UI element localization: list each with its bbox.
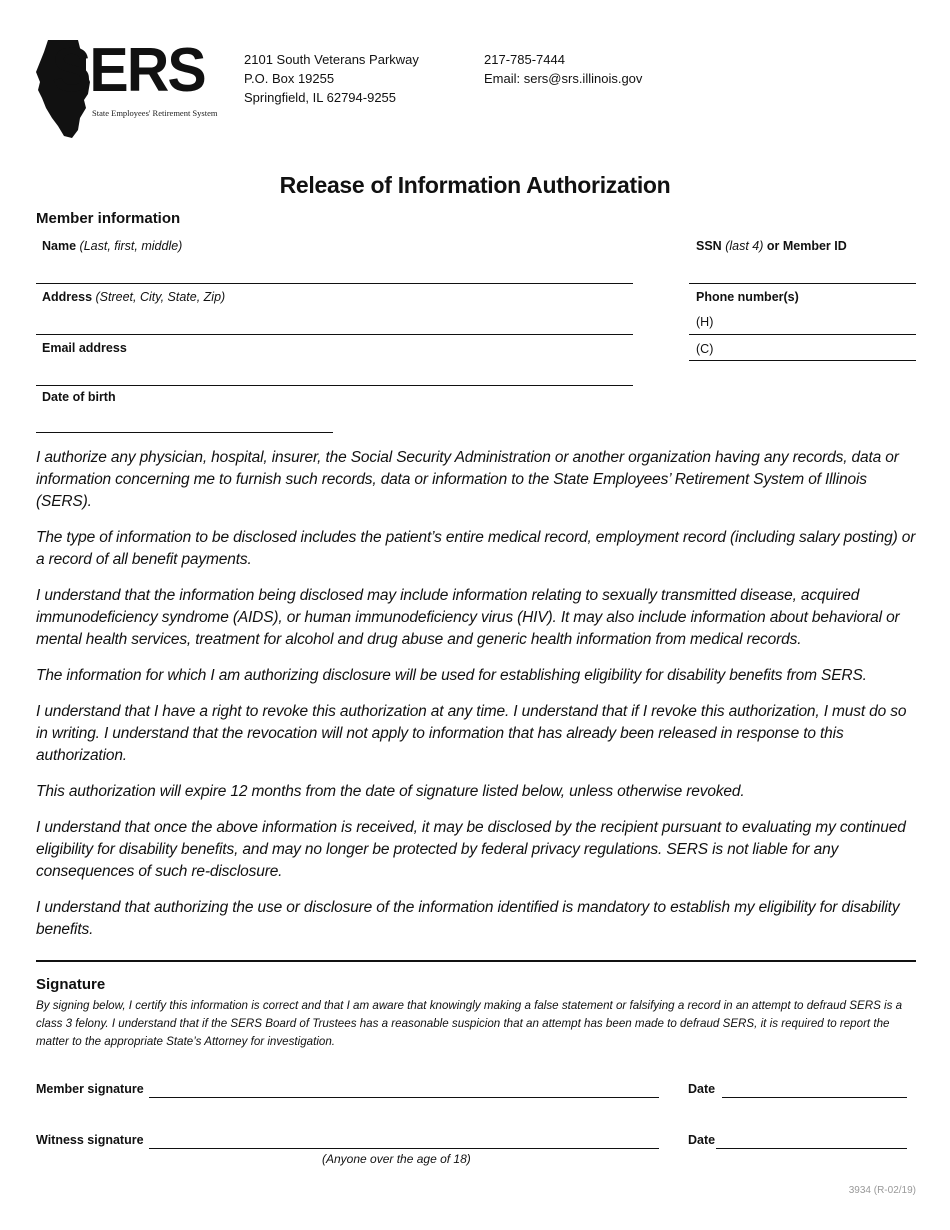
address-label-text: Address — [42, 290, 93, 304]
address-label-hint: (Street, City, State, Zip) — [95, 290, 226, 304]
contact-phone: 217-785-7444 — [484, 52, 565, 67]
member-signature-label: Member signature — [36, 1082, 144, 1096]
member-date-label: Date — [688, 1082, 716, 1096]
contact-email: Email: sers@srs.illinois.gov — [484, 71, 643, 86]
email-label: Email address — [42, 341, 127, 355]
witness-note: (Anyone over the age of 18) — [322, 1152, 471, 1166]
section-divider — [36, 960, 916, 962]
address-label — [42, 290, 225, 304]
paragraph: This authorization will expire 12 months from the date of signature listed below, unless otherwise revoked. — [36, 783, 745, 800]
witness-signature-field[interactable] — [149, 1148, 659, 1149]
paragraph: I understand that the information being disclosed may include information relating to sexually transmitted disease, acquired immunodeficiency syndrome (AIDS), or human immunodeficiency virus (HIV). It may also include information about behavioral or mental health services, treatment for alcohol and drug abuse and generic health information from medical records. — [36, 587, 900, 648]
name-label-hint: (Last, first, middle) — [79, 239, 183, 253]
paragraph: I understand that once the above information is received, it may be disclosed by the recipient pursuant to evaluating my continued eligibility for disability benefits, and may no longer be protected by federal privacy regulations. SERS is not liable for any consequences of such re-disclosure. — [36, 819, 906, 880]
witness-signature-label: Witness signature — [36, 1133, 144, 1147]
name-field[interactable] — [36, 283, 633, 284]
paragraph: The information for which I am authorizing disclosure will be used for establishing eligibility for disability benefits from SERS. — [36, 667, 867, 684]
phone-home-field[interactable] — [689, 334, 916, 335]
witness-date-field[interactable] — [716, 1148, 907, 1149]
page-title: Release of Information Authorization — [279, 172, 671, 198]
ssn-label-text: SSN — [696, 239, 722, 253]
phone-cell-field[interactable] — [689, 360, 916, 361]
dob-label: Date of birth — [42, 390, 116, 404]
ssn-label-hint: (last 4) — [725, 239, 764, 253]
paragraph: I understand that authorizing the use or disclosure of the information identified is mandatory to establish my eligibility for disability benefits. — [36, 899, 900, 938]
certification-text: By signing below, I certify this information is correct and that I am aware that knowingly making a false statement or falsifying a record in an attempt to defraud SERS is a class 3 felony. I understand that if the SERS Board of Trustees has a reasonable suspicion that an attempt has been made to defraud SERS, it is required to report the matter to the appropriate State’s Attorney for investigation. — [36, 999, 903, 1048]
email-field[interactable] — [36, 385, 633, 386]
member-signature-field[interactable] — [149, 1097, 659, 1098]
phone-label: Phone number(s) — [696, 290, 799, 304]
member-date-field[interactable] — [722, 1097, 907, 1098]
ssn-field[interactable] — [689, 283, 916, 284]
logo-wordmark: SERS — [52, 36, 205, 105]
signature-heading: Signature — [36, 976, 106, 993]
address-line-1: 2101 South Veterans Parkway — [244, 52, 419, 67]
name-label — [42, 239, 182, 253]
sers-logo — [34, 38, 234, 138]
address-line-2: P.O. Box 19255 — [244, 71, 335, 86]
ssn-label — [696, 239, 847, 253]
form-number: 3934 (R-02/19) — [848, 1185, 916, 1196]
ssn-label-suffix: or Member ID — [766, 239, 847, 253]
address-line-3: Springfield, IL 62794-9255 — [244, 90, 397, 105]
paragraph: The type of information to be disclosed includes the patient’s entire medical record, employment record (including salary posting) or a record of all benefit payments. — [36, 529, 916, 568]
witness-date-label: Date — [688, 1133, 716, 1147]
address-field[interactable] — [36, 334, 633, 335]
contact-block — [484, 50, 642, 88]
logo-subtitle: State Employees' Retirement System — [92, 108, 218, 118]
dob-field[interactable] — [36, 432, 333, 433]
paragraph: I authorize any physician, hospital, insurer, the Social Security Administration or another organization having any records, data or information concerning me to furnish such records, data or information to the State Employees’ Retirement System of Illinois (SERS). — [36, 449, 899, 510]
phone-cell-label: (C) — [696, 342, 714, 356]
authorization-text — [36, 447, 916, 955]
name-label-text: Name — [42, 239, 77, 253]
paragraph: I understand that I have a right to revoke this authorization at any time. I understand that if I revoke this authorization, I must do so in writing. I understand that the revocation will not apply to information that has already been released in response to this authorization. — [36, 703, 907, 764]
member-information-heading: Member information — [36, 210, 181, 227]
phone-home-label: (H) — [696, 315, 714, 329]
address-block — [244, 50, 419, 107]
